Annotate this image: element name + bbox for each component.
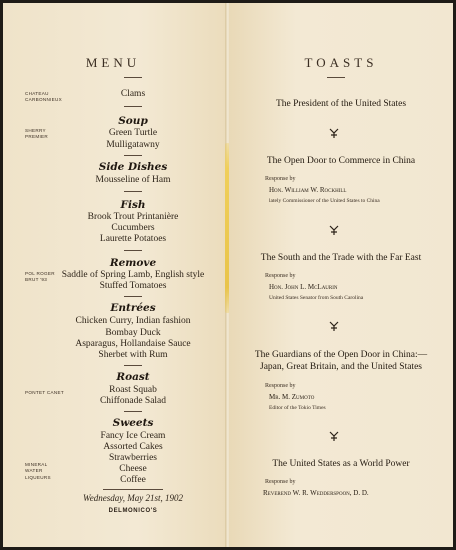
- divider: [124, 296, 142, 297]
- dish: Mousseline of Ham: [95, 175, 171, 185]
- dish: Sherbet with Rum: [98, 350, 168, 360]
- dish: Chiffonade Salad: [99, 396, 167, 406]
- toast-title-continued: Japan, Great Britain, and the United States: [260, 362, 422, 372]
- wine-pairing: PONTET CANET: [25, 390, 64, 395]
- divider: [124, 191, 142, 192]
- response-label: Response by: [265, 383, 296, 389]
- dish: Saddle of Spring Lamb, English style: [61, 270, 205, 280]
- course-heading: Remove: [109, 257, 157, 269]
- speaker-affiliation: lately Commissioner of the United States to China: [269, 198, 380, 204]
- ornament-icon: [327, 320, 341, 332]
- speaker-name: Hon. William W. Rockhill: [269, 186, 347, 194]
- response-label: Response by: [265, 273, 296, 279]
- dish: Strawberries: [108, 453, 157, 463]
- divider: [124, 77, 142, 78]
- menu-heading: MENU: [85, 55, 141, 70]
- toasts-panel: [229, 3, 453, 547]
- dish: Mulligatawny: [106, 140, 160, 150]
- wine-pairing: CHATEAU CARBONNIEUX: [25, 91, 62, 102]
- course-heading: Sweets: [112, 417, 154, 429]
- dish: Asparagus, Hollandaise Sauce: [75, 339, 191, 349]
- speaker-affiliation: Editor of the Tokio Times: [269, 405, 326, 411]
- response-label: Response by: [265, 479, 296, 485]
- dish: Fancy Ice Cream: [100, 431, 166, 441]
- ornament-icon: [327, 224, 341, 236]
- dish: Cheese: [119, 464, 147, 474]
- dish: Laurette Potatoes: [99, 234, 167, 244]
- wine-pairing: LIQUEURS: [25, 475, 51, 480]
- toast-title: The United States as a World Power: [272, 459, 410, 469]
- dish: Chicken Curry, Indian fashion: [75, 316, 191, 326]
- venue-name: DELMONICO'S: [108, 508, 158, 514]
- toast-title: The Open Door to Commerce in China: [266, 156, 416, 166]
- dish: Cucumbers: [111, 223, 155, 233]
- course-heading: Roast: [116, 371, 150, 383]
- dish: Bombay Duck: [105, 328, 161, 338]
- event-date: Wednesday, May 21st, 1902: [83, 493, 183, 503]
- course-heading: Entrées: [110, 302, 156, 314]
- toasts-heading: TOASTS: [304, 55, 378, 70]
- dish: Clams: [120, 89, 146, 99]
- speaker-name: Mr. M. Zumoto: [269, 393, 315, 401]
- divider: [124, 155, 142, 156]
- wine-pairing: MINERAL WATER: [25, 462, 48, 473]
- dish: Stuffed Tomatoes: [99, 281, 167, 291]
- dish: Roast Squab: [109, 385, 157, 395]
- divider: [124, 411, 142, 412]
- course-heading: Side Dishes: [98, 161, 168, 173]
- dish: Assorted Cakes: [103, 442, 163, 452]
- wine-pairing: POL ROGER BRUT '93: [25, 271, 55, 282]
- divider: [124, 365, 142, 366]
- speaker-name: Reverend W. R. Wedderspoon, D. D.: [263, 489, 369, 497]
- ornament-icon: [327, 127, 341, 139]
- divider: [124, 250, 142, 251]
- divider: [327, 77, 345, 78]
- menu-card: [3, 3, 453, 547]
- dish: Brook Trout Printanière: [87, 212, 179, 222]
- menu-panel: [3, 3, 227, 547]
- toast-title: The President of the United States: [275, 99, 407, 109]
- dish: Green Turtle: [108, 128, 158, 138]
- toast-title: The South and the Trade with the Far East: [260, 253, 422, 263]
- speaker-name: Hon. John L. McLaurin: [269, 283, 338, 291]
- toast-title: The Guardians of the Open Door in China:—: [254, 350, 428, 360]
- response-label: Response by: [265, 176, 296, 182]
- divider: [124, 106, 142, 107]
- ornament-icon: [327, 430, 341, 442]
- course-heading: Soup: [118, 115, 148, 127]
- divider: [103, 489, 163, 490]
- wine-pairing: SHERRY PREMIER: [25, 128, 49, 139]
- speaker-affiliation: United States Senator from South Carolina: [269, 295, 364, 301]
- dish: Coffee: [120, 475, 146, 485]
- course-heading: Fish: [120, 199, 146, 211]
